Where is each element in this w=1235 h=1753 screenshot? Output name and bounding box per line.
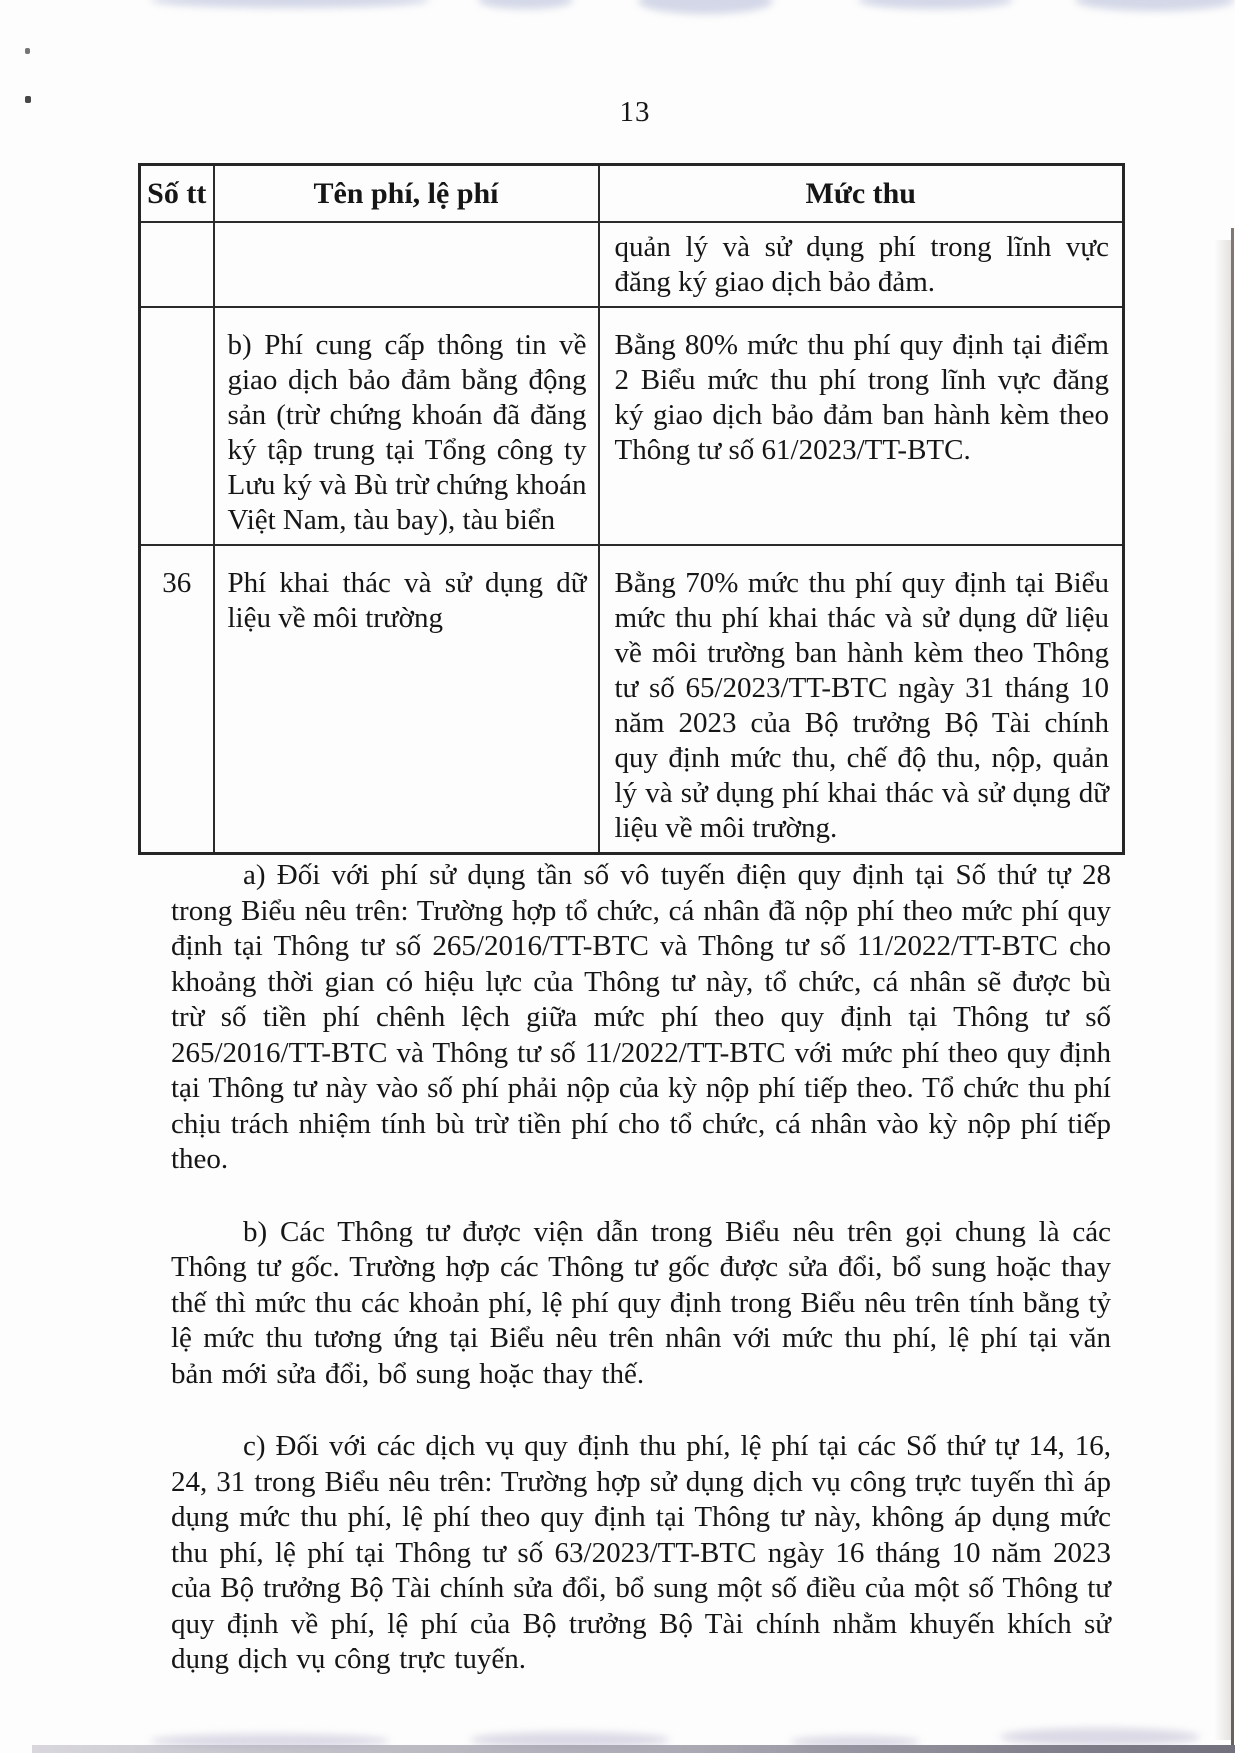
fee-table bbox=[138, 163, 1125, 855]
scan-edge-shadow bbox=[1214, 240, 1231, 1740]
scan-speck bbox=[25, 48, 30, 54]
scan-smudge-top bbox=[638, 0, 773, 14]
page-number: 13 bbox=[619, 96, 651, 128]
cell-ten-phi bbox=[214, 222, 599, 307]
paragraph-b: b) Các Thông tư được viện dẫn trong Biểu nêu trên gọi chung là các Thông tư gốc. Trường hợp các Thông tư gốc được sửa đổi, bổ sung hoặc thay thế thì mức thu các khoản phí, lệ phí quy định trong Biểu nêu trên tính bằng tỷ lệ mức thu tương ứng tại Biểu nêu trên nhân với mức thu phí, lệ phí tại văn bản mới sửa đổi, bổ sung hoặc thay thế. bbox=[171, 1215, 1111, 1390]
scan-smudge-bottom bbox=[1000, 1728, 1200, 1746]
column-header-muc-thu: Mức thu bbox=[599, 165, 1124, 222]
cell-muc-thu: Bằng 70% mức thu phí quy định tại Biểu mức thu phí khai thác và sử dụng dữ liệu về môi trường ban hành kèm theo Thông tư số 65/2023/TT-BTC ngày 31 tháng 10 năm 2023 của Bộ trưởng Bộ Tài chính quy định mức thu, chế độ thu, nộp, quản lý và sử dụng phí khai thác và sử dụng dữ liệu về môi trường. bbox=[599, 545, 1124, 854]
scan-speck bbox=[25, 96, 31, 103]
cell-muc-thu: quản lý và sử dụng phí trong lĩnh vực đăng ký giao dịch bảo đảm. bbox=[599, 222, 1124, 307]
scan-smudge-top bbox=[858, 0, 1013, 9]
cell-stt bbox=[140, 222, 214, 307]
scan-smudge-top bbox=[150, 0, 430, 8]
cell-ten-phi: Phí khai thác và sử dụng dữ liệu về môi trường bbox=[214, 545, 599, 854]
column-header-ten-phi: Tên phí, lệ phí bbox=[214, 165, 599, 222]
scan-bottom-band bbox=[32, 1745, 1235, 1753]
scan-edge-line bbox=[1231, 228, 1234, 1753]
paragraph-a: a) Đối với phí sử dụng tần số vô tuyến điện quy định tại Số thứ tự 28 trong Biểu nêu trên: Trường hợp tổ chức, cá nhân đã nộp phí theo mức phí quy định tại Thông tư số 265/2016/TT-BTC và Thông tư số 11/2022/TT-BTC cho khoảng thời gian có hiệu lực của Thông tư này, tổ chức, cá nhân sẽ được bù trừ số tiền phí chênh lệch giữa mức phí theo quy định tại Thông tư số 265/2016/TT-BTC và Thông tư số 11/2022/TT-BTC với mức phí theo quy định tại Thông tư này vào số phí phải nộp của kỳ nộp phí tiếp theo. Tổ chức thu phí chịu trách nhiệm tính bù trừ tiền phí cho tổ chức, cá nhân vào kỳ nộp phí tiếp theo. bbox=[171, 859, 1111, 1175]
scan-smudge-top bbox=[478, 0, 573, 9]
paragraph-c: c) Đối với các dịch vụ quy định thu phí, lệ phí tại các Số thứ tự 14, 16, 24, 31 trong Biểu nêu trên: Trường hợp sử dụng dịch vụ công trực tuyến thì áp dụng mức thu phí, lệ phí theo quy định tại Thông tư này, không áp dụng mức thu phí, lệ phí tại Thông tư số 63/2023/TT-BTC ngày 16 tháng 10 năm 2023 của Bộ trưởng Bộ Tài chính sửa đổi, bổ sung một số điều của một số Thông tư quy định về phí, lệ phí của Bộ trưởng Bộ Tài chính nhằm khuyến khích sử dụng dịch vụ công trực tuyến. bbox=[171, 1430, 1111, 1675]
cell-stt: 36 bbox=[140, 545, 214, 854]
body-text bbox=[171, 858, 1111, 1715]
table-row-b bbox=[140, 307, 1124, 545]
cell-muc-thu: Bằng 80% mức thu phí quy định tại điểm 2 Biểu mức thu phí trong lĩnh vực đăng ký giao dịch bảo đảm ban hành kèm theo Thông tư số 61/2023/TT-BTC. bbox=[599, 307, 1124, 545]
scan-smudge-top bbox=[1075, 0, 1235, 11]
cell-stt bbox=[140, 307, 214, 545]
table-row-continuation bbox=[140, 222, 1124, 307]
fee-table-header-row bbox=[140, 165, 1124, 222]
cell-ten-phi: b) Phí cung cấp thông tin về giao dịch bảo đảm bằng động sản (trừ chứng khoán đã đăng ký tập trung tại Tổng công ty Lưu ký và Bù trừ chứng khoán Việt Nam, tàu bay), tàu biển bbox=[214, 307, 599, 545]
column-header-so-tt: Số tt bbox=[140, 165, 214, 222]
table-row-36 bbox=[140, 545, 1124, 854]
